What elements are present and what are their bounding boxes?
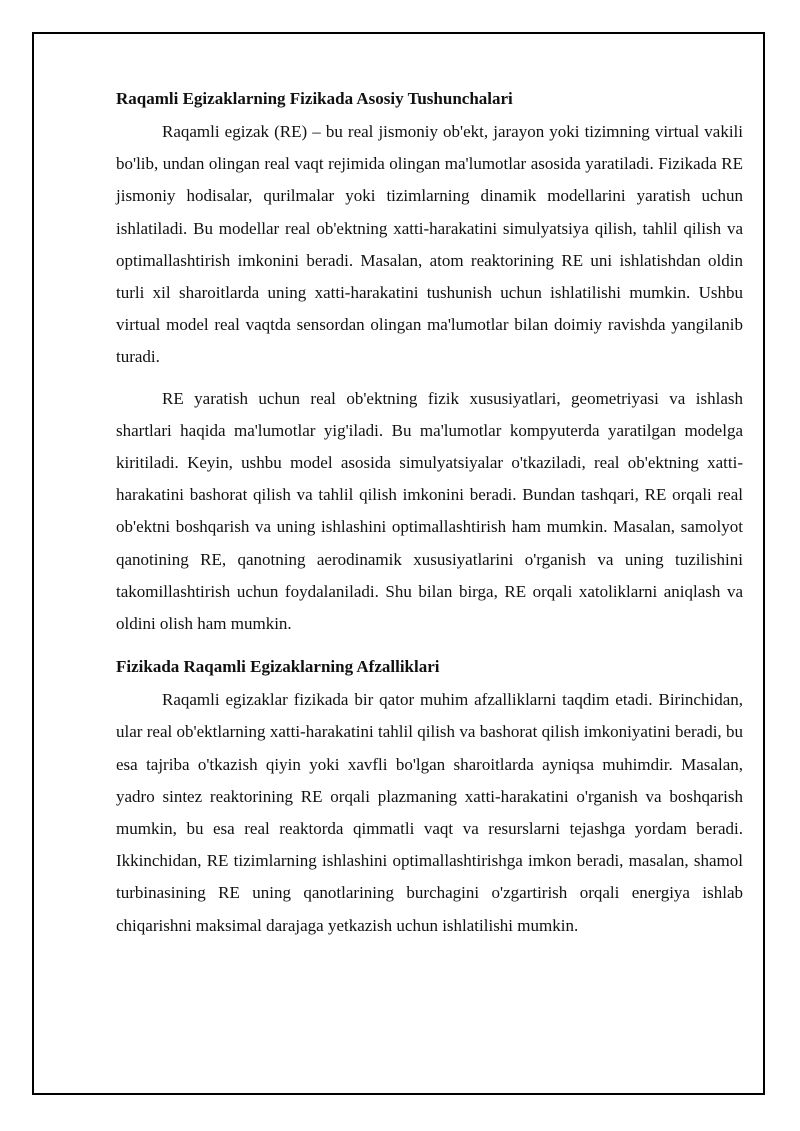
paragraph-1: Raqamli egizak (RE) – bu real jismoniy ob'ekt, jarayon yoki tizimning virtual vakili bo'lib, undan olingan real vaqt rejimida olingan ma'lumotlar asosida yaratiladi. Fizikada RE jismoniy hodisalar, qurilmalar yoki tizimlarning dinamik modellarini yaratish uchun ishlatiladi. Bu modellar real ob'ektning xatti-harakatini simulyatsiya qilish, tahlil qilish va optimallashtirish imkonini beradi. Masalan, atom reaktorining RE uni ishlatishdan oldin turli xil sharoitlarda uning xatti-harakatini tushunish uchun ishlatilishi mumkin. Ushbu virtual model real vaqtda sensordan olingan ma'lumotlar bilan doimiy ravishda yangilanib turadi. [116, 122, 743, 367]
paragraph-3: Raqamli egizaklar fizikada bir qator muhim afzalliklarni taqdim etadi. Birinchidan, ular real ob'ektlarning xatti-harakatini tahlil qilish va bashorat qilish imkoniyatini beradi, bu esa tajriba o'tkazish qiyin yoki xavfli bo'lgan sharoitlarda ayniqsa muhimdir. Masalan, yadro sintez reaktorining RE orqali plazmaning xatti-harakatini o'rganish va boshqarish mumkin, bu esa real reaktorda qimmatli vaqt va resurslarni tejashga yordam beradi. Ikkinchidan, RE tizimlarning ishlashini optimallashtirishga imkon beradi, masalan, shamol turbinasining RE uning qanotlarining burchagini o'zgartirish orqali energiya ishlab chiqarishni maksimal darajaga yetkazish uchun ishlatilishi mumkin. [116, 690, 743, 935]
section-heading-basic-concepts: Raqamli Egizaklarning Fizikada Asosiy Tushunchalari [116, 89, 513, 108]
document-body [116, 87, 743, 942]
section-heading-advantages: Fizikada Raqamli Egizaklarning Afzalliklari [116, 657, 440, 677]
paragraph-2: RE yaratish uchun real ob'ektning fizik xususiyatlari, geometriyasi va ishlash shartlari haqida ma'lumotlar yig'iladi. Bu ma'lumotlar kompyuterda yaratilgan modelga kiritiladi. Keyin, ushbu model asosida simulyatsiyalar o'tkaziladi, real ob'ektning xatti-harakatini bashorat qilish va tahlil qilish imkonini beradi. Bundan tashqari, RE orqali real ob'ektni boshqarish va uning ishlashini optimallashtirish ham mumkin. Masalan, samolyot qanotining RE, qanotning aerodinamik xususiyatlarini o'rganish va uning tuzilishini takomillashtirish uchun foydalaniladi. Shu bilan birga, RE orqali xatoliklarni aniqlash va oldini olish ham mumkin. [116, 388, 743, 634]
